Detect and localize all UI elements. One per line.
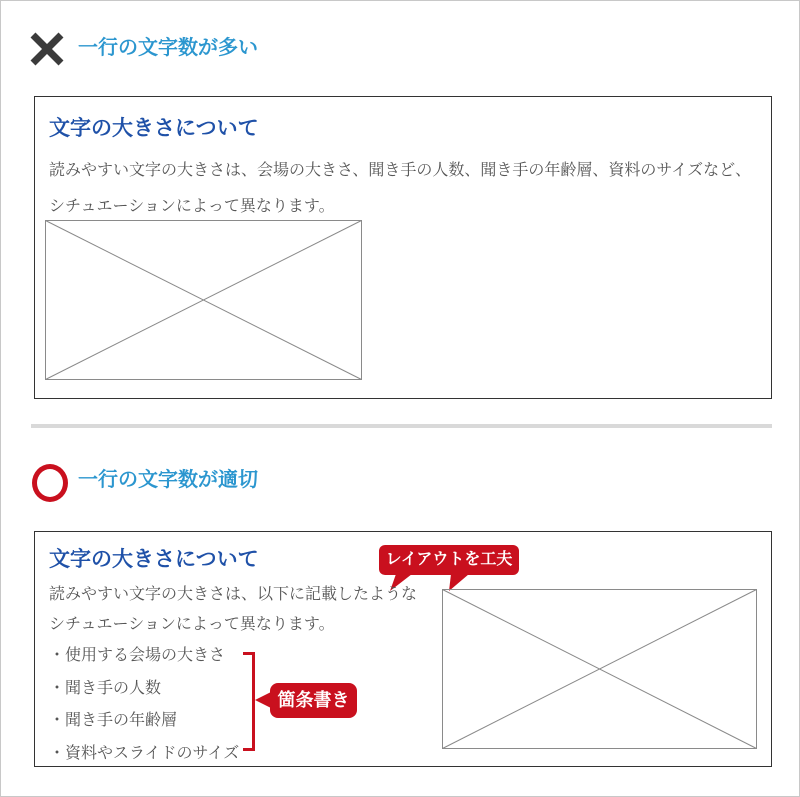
- bullet-item: ・聞き手の人数: [49, 679, 162, 697]
- body-line-2: シチュエーションによって異なります。: [49, 198, 335, 215]
- circle-icon: [32, 464, 68, 502]
- cross-icon: [28, 30, 66, 68]
- image-placeholder: [442, 589, 757, 749]
- card-body: [49, 153, 751, 225]
- card-body: [49, 580, 417, 640]
- bad-example-card: [34, 96, 772, 399]
- body-line-1: 読みやすい文字の大きさは、会場の大きさ、聞き手の人数、聞き手の年齢層、資料のサイズなど、: [49, 162, 752, 179]
- card-heading: 文字の大きさについて: [49, 117, 259, 140]
- bullet-item: ・聞き手の年齢層: [49, 712, 178, 730]
- card-heading: 文字の大きさについて: [49, 548, 259, 571]
- image-placeholder: [45, 220, 362, 380]
- body-line-1: 読みやすい文字の大きさは、以下に記載したような: [49, 586, 418, 603]
- layout-callout-badge: レイアウトを工夫: [379, 545, 519, 575]
- bullet-item: ・使用する会場の大きさ: [49, 647, 226, 664]
- good-section-title: 一行の文字数が適切: [78, 469, 258, 491]
- bullets-callout-badge: 箇条書き: [270, 683, 357, 718]
- section-divider: [31, 424, 772, 428]
- bad-section-title: 一行の文字数が多い: [78, 37, 258, 59]
- body-line-2: シチュエーションによって異なります。: [49, 616, 335, 633]
- good-example-card: [34, 531, 772, 767]
- bullet-item: ・資料やスライドのサイズ: [49, 744, 240, 762]
- bullet-list: [49, 640, 239, 770]
